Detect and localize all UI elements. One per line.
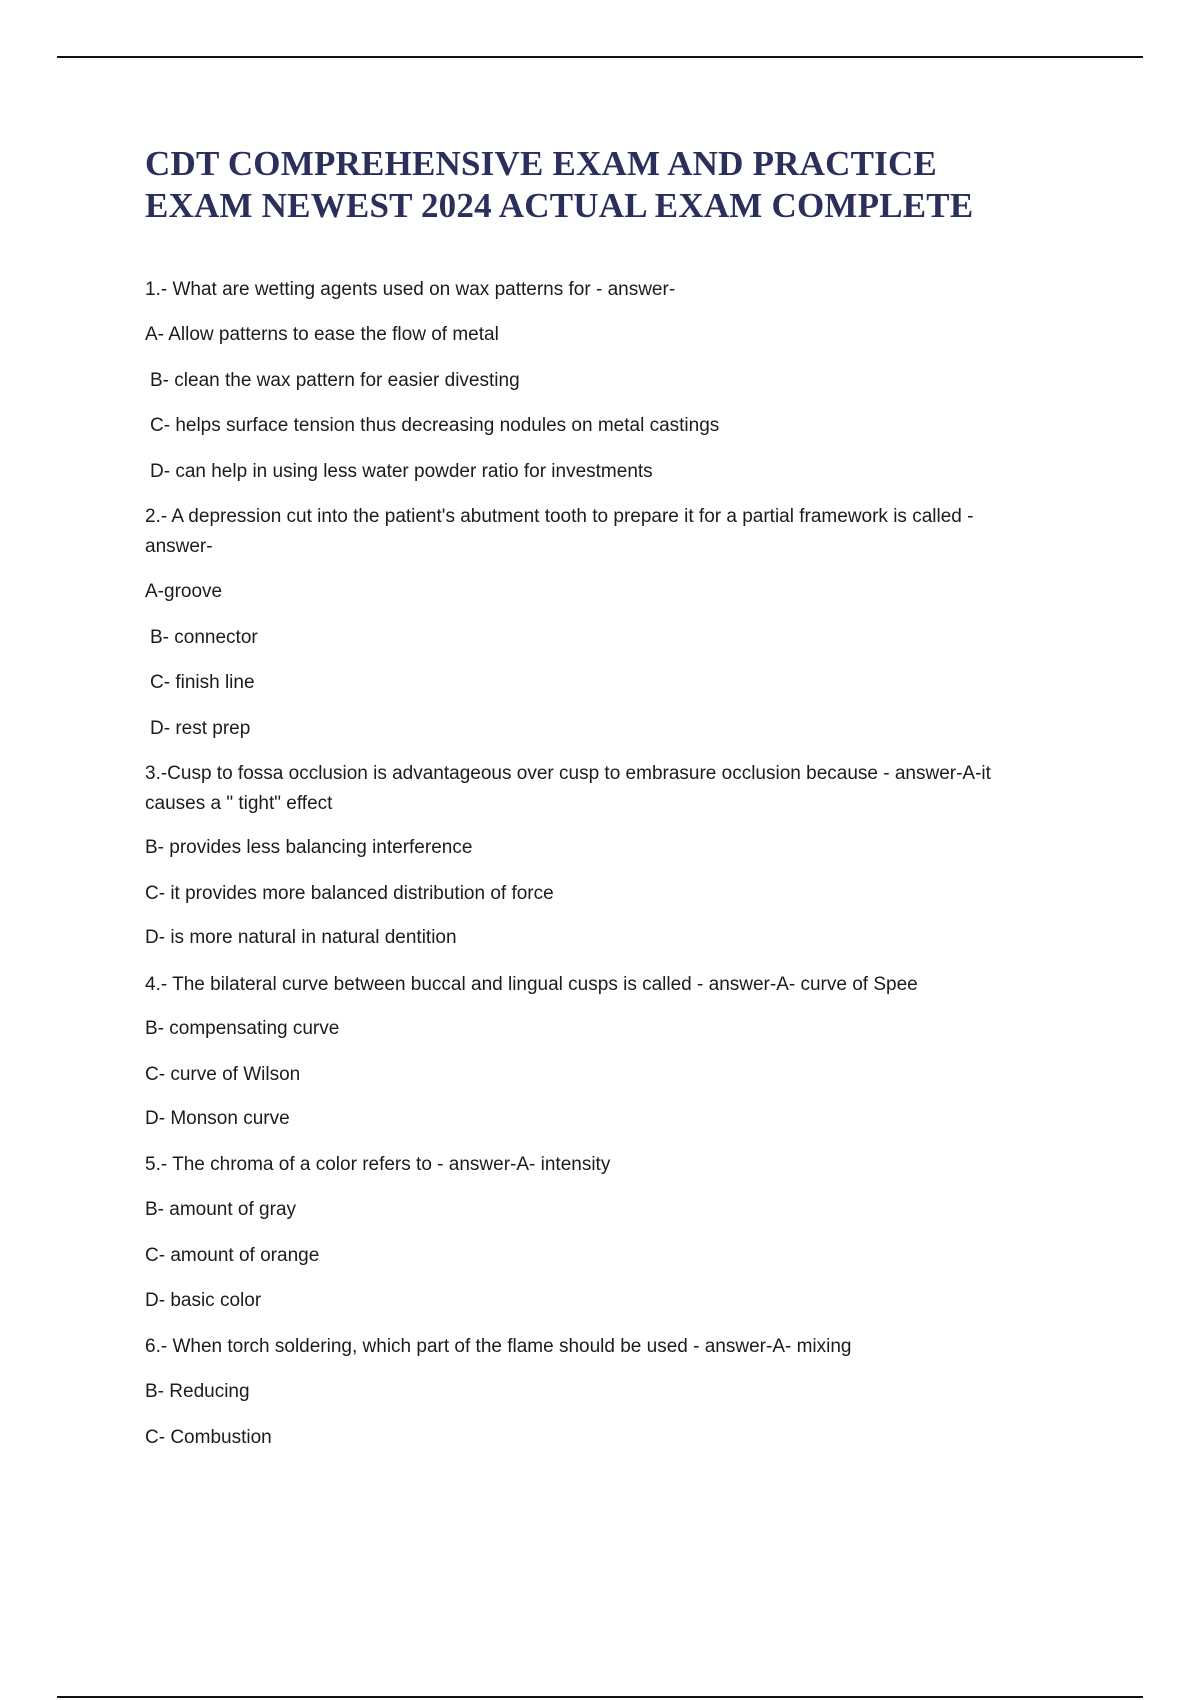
- question-1: 1.- What are wetting agents used on wax patterns for - answer-: [145, 279, 676, 300]
- question-3-option-d: D- is more natural in natural dentition: [145, 927, 457, 948]
- question-6-option-c: C- Combustion: [145, 1427, 272, 1448]
- question-2-option-a: A-groove: [145, 581, 223, 602]
- document-title: [145, 143, 1105, 227]
- question-2-option-d: D- rest prep: [150, 718, 251, 739]
- question-3-option-b: B- provides less balancing interference: [145, 837, 473, 858]
- question-5-option-c: C- amount of orange: [145, 1245, 320, 1266]
- question-2-option-b: B- connector: [150, 627, 258, 648]
- question-6: 6.- When torch soldering, which part of the flame should be used - answer-A- mixing: [145, 1336, 852, 1357]
- question-4-option-d: D- Monson curve: [145, 1108, 290, 1129]
- question-4-option-c: C- curve of Wilson: [145, 1064, 301, 1085]
- top-rule: [57, 56, 1143, 58]
- question-4-option-b: B- compensating curve: [145, 1018, 340, 1039]
- question-5-option-d: D- basic color: [145, 1290, 262, 1311]
- question-1-option-b: B- clean the wax pattern for easier divesting: [150, 370, 520, 391]
- title-line-1: CDT COMPREHENSIVE EXAM AND PRACTICE: [145, 144, 937, 183]
- title-line-2: EXAM NEWEST 2024 ACTUAL EXAM COMPLETE: [145, 186, 974, 225]
- question-3-continued: causes a " tight" effect: [145, 793, 333, 814]
- question-2-option-c: C- finish line: [150, 672, 255, 693]
- question-5: 5.- The chroma of a color refers to - answer-A- intensity: [145, 1154, 611, 1175]
- question-1-option-c: C- helps surface tension thus decreasing nodules on metal castings: [150, 415, 720, 436]
- question-2: 2.- A depression cut into the patient's abutment tooth to prepare it for a partial framework is called -: [145, 506, 974, 527]
- question-2-continued: answer-: [145, 536, 213, 557]
- question-3-option-c: C- it provides more balanced distribution of force: [145, 883, 554, 904]
- question-4: 4.- The bilateral curve between buccal and lingual cusps is called - answer-A- curve of Spee: [145, 974, 918, 995]
- question-3: 3.-Cusp to fossa occlusion is advantageous over cusp to embrasure occlusion because - answer-A-it: [145, 763, 991, 784]
- question-6-option-b: B- Reducing: [145, 1381, 250, 1402]
- bottom-rule: [57, 1696, 1143, 1698]
- question-5-option-b: B- amount of gray: [145, 1199, 297, 1220]
- question-1-option-d: D- can help in using less water powder ratio for investments: [150, 461, 653, 482]
- question-1-option-a: A- Allow patterns to ease the flow of metal: [145, 324, 499, 345]
